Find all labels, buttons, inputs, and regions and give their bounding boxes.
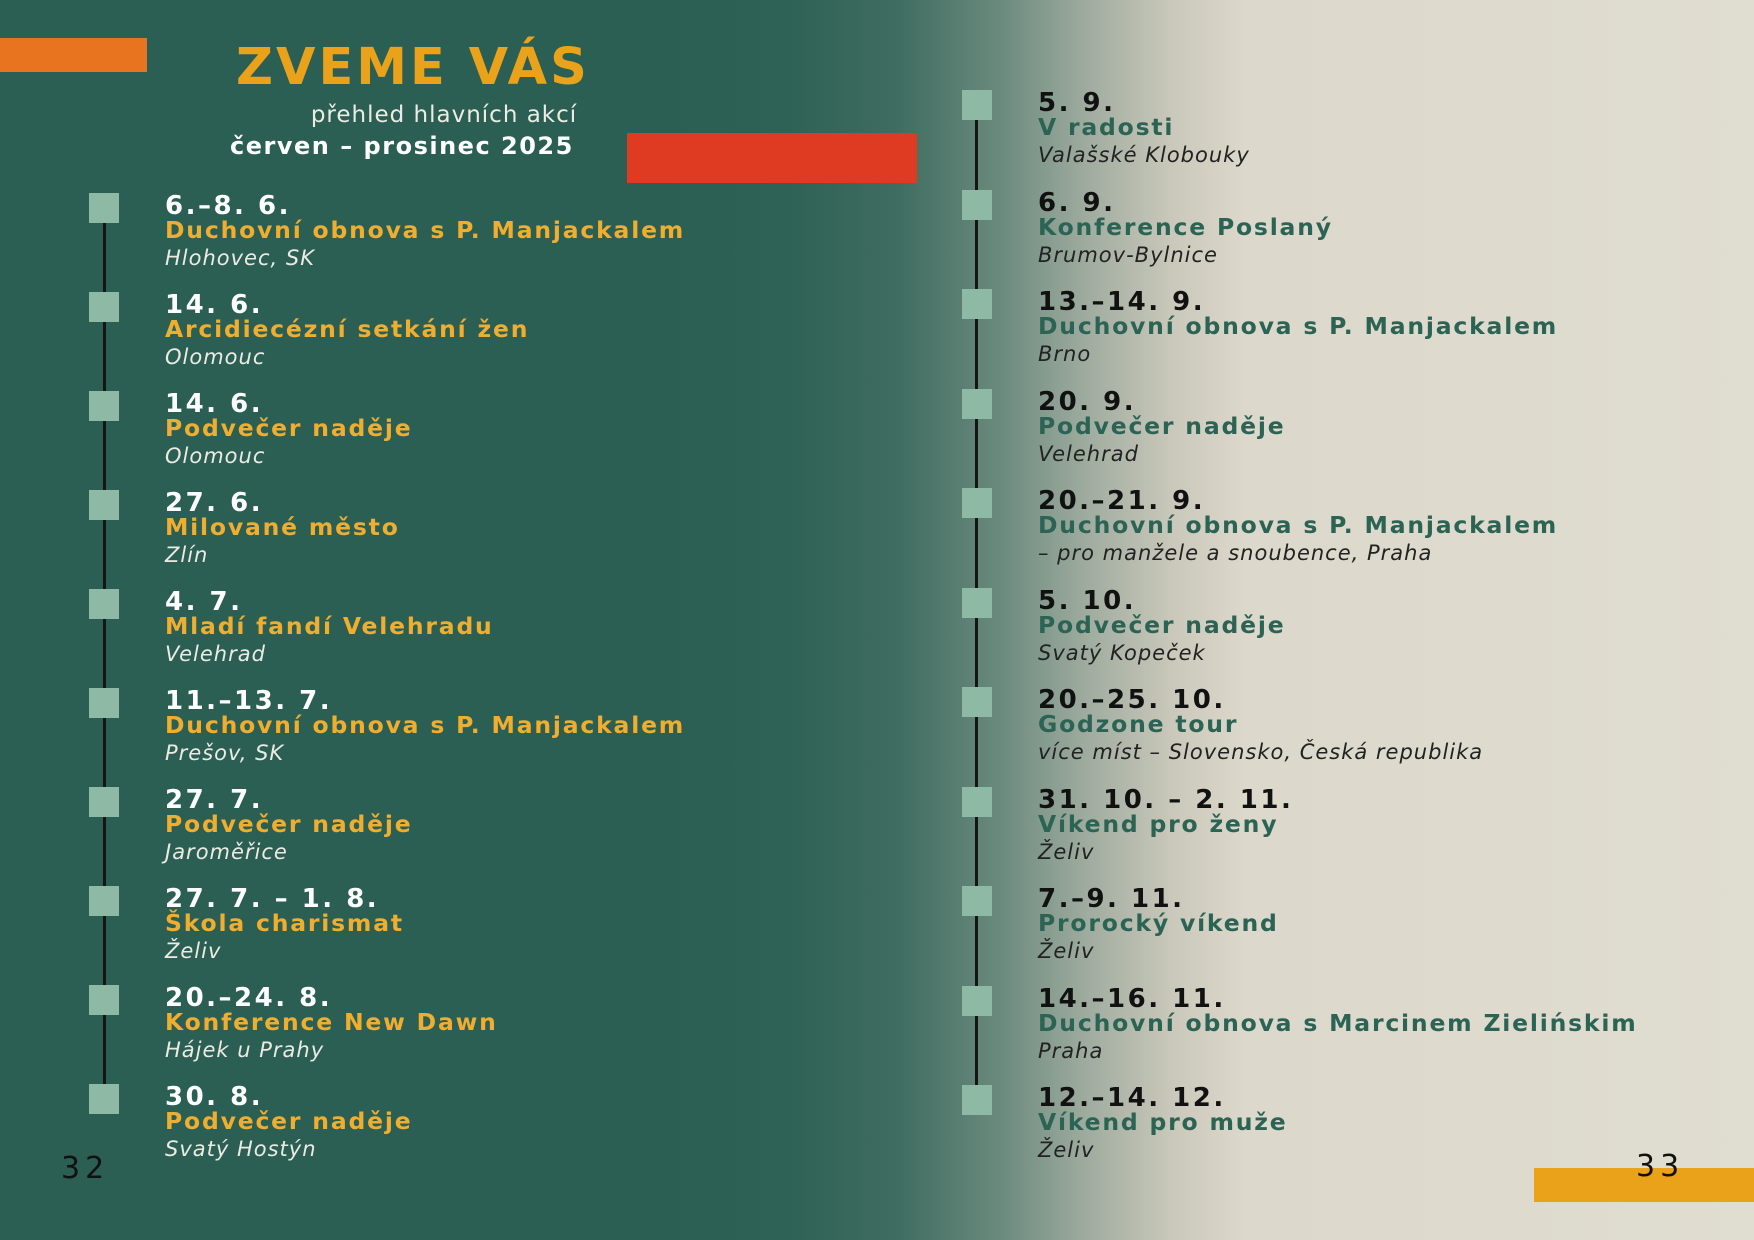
event-name: Duchovní obnova s P. Manjackalem <box>165 216 686 244</box>
event-name: Mladí fandí Velehradu <box>165 612 494 640</box>
page-number-right: 33 <box>1636 1149 1685 1184</box>
event-place: Brno <box>1038 342 1092 366</box>
event-place: Velehrad <box>1038 441 1139 466</box>
event-name: Prorocký víkend <box>1038 909 1279 937</box>
event-date: 5. 9. <box>1038 88 1116 118</box>
timeline-marker <box>962 986 992 1016</box>
event-date: 13.–14. 9. <box>1038 287 1206 317</box>
timeline-marker <box>89 688 119 718</box>
timeline-marker <box>89 490 119 520</box>
timeline-marker <box>89 589 119 619</box>
event-date: 14. 6. <box>165 290 264 320</box>
date-period: červen – prosinec 2025 <box>230 132 574 160</box>
event-date: 7.–9. 11. <box>1038 884 1185 914</box>
event-date: 14.–16. 11. <box>1038 983 1226 1014</box>
event-name: Duchovní obnova s Marcinem Zielińskim <box>1038 1008 1638 1037</box>
event-place: Valašské Klobouky <box>1038 143 1250 167</box>
event-name: Milované město <box>165 513 400 541</box>
event-date: 4. 7. <box>165 587 243 617</box>
event-name: Arcidiecézní setkání žen <box>165 315 530 343</box>
event-place: Hájek u Prahy <box>165 1038 325 1062</box>
event-name: Podvečer naděje <box>1038 411 1286 440</box>
event-date: 12.–14. 12. <box>1038 1083 1226 1113</box>
event-name: V radosti <box>1038 113 1175 141</box>
event-place: Svatý Hostýn <box>165 1137 317 1161</box>
timeline-marker <box>89 985 119 1015</box>
event-place: Brumov-Bylnice <box>1038 242 1218 267</box>
event-place: Hlohovec, SK <box>165 246 315 270</box>
timeline-marker <box>89 391 119 421</box>
event-name: Duchovní obnova s P. Manjackalem <box>1038 312 1559 340</box>
event-place: Prešov, SK <box>165 741 285 765</box>
event-name: Duchovní obnova s P. Manjackalem <box>1038 511 1559 539</box>
timeline-marker <box>962 289 992 319</box>
event-place: Zlín <box>165 543 209 567</box>
event-date: 20.–24. 8. <box>165 983 333 1013</box>
event-date: 31. 10. – 2. 11. <box>1038 784 1294 815</box>
timeline-line-left <box>103 205 106 1098</box>
event-name: Víkend pro ženy <box>1038 809 1279 838</box>
timeline-marker <box>962 1085 992 1115</box>
event-place: Velehrad <box>165 642 266 666</box>
event-place: Svatý Kopeček <box>1038 640 1206 665</box>
event-date: 27. 6. <box>165 488 264 518</box>
event-date: 20.–21. 9. <box>1038 486 1206 516</box>
timeline-marker <box>962 687 992 717</box>
event-date: 5. 10. <box>1038 585 1137 616</box>
event-date: 27. 7. <box>165 785 264 815</box>
event-place: Olomouc <box>165 345 266 369</box>
event-name: Víkend pro muže <box>1038 1108 1288 1136</box>
event-place: Praha <box>1038 1038 1104 1063</box>
timeline-marker <box>962 488 992 518</box>
page-title: ZVEME VÁS <box>236 38 590 97</box>
event-date: 30. 8. <box>165 1082 264 1112</box>
event-place: Želiv <box>165 939 222 963</box>
event-place: Želiv <box>1038 1138 1095 1162</box>
event-place: Želiv <box>1038 839 1095 864</box>
timeline-marker <box>89 787 119 817</box>
event-name: Podvečer naděje <box>165 414 413 442</box>
event-place: Olomouc <box>165 444 266 468</box>
event-name: Podvečer naděje <box>165 810 413 838</box>
event-place: Jaroměřice <box>165 840 288 864</box>
event-name: Duchovní obnova s P. Manjackalem <box>165 711 686 739</box>
event-date: 20. 9. <box>1038 386 1137 417</box>
timeline-marker <box>89 886 119 916</box>
event-name: Konference Poslaný <box>1038 212 1333 241</box>
event-name: Podvečer naděje <box>165 1107 413 1135</box>
event-date: 14. 6. <box>165 389 264 419</box>
event-date: 6. 9. <box>1038 187 1116 218</box>
orange-accent-bar <box>0 38 147 72</box>
event-place: více míst – Slovensko, Česká republika <box>1038 740 1484 764</box>
event-name: Škola charismat <box>165 909 404 937</box>
event-name: Konference New Dawn <box>165 1008 498 1036</box>
event-date: 6.–8. 6. <box>165 191 291 221</box>
timeline-marker <box>89 292 119 322</box>
event-name: Podvečer naděje <box>1038 610 1286 639</box>
timeline-marker <box>89 193 119 223</box>
timeline-marker <box>962 787 992 817</box>
event-place: – pro manžele a snoubence, Praha <box>1038 541 1433 565</box>
timeline-marker <box>962 886 992 916</box>
timeline-marker <box>962 588 992 618</box>
event-place: Želiv <box>1038 939 1095 963</box>
event-name: Godzone tour <box>1038 710 1239 738</box>
timeline-marker <box>962 190 992 220</box>
event-date: 11.–13. 7. <box>165 686 333 716</box>
timeline-marker <box>962 90 992 120</box>
page-subtitle: přehled hlavních akcí <box>310 102 578 128</box>
page-number-left: 32 <box>61 1151 110 1186</box>
timeline-marker <box>962 389 992 419</box>
event-date: 27. 7. – 1. 8. <box>165 884 380 914</box>
timeline-marker <box>89 1084 119 1114</box>
event-date: 20.–25. 10. <box>1038 685 1226 715</box>
